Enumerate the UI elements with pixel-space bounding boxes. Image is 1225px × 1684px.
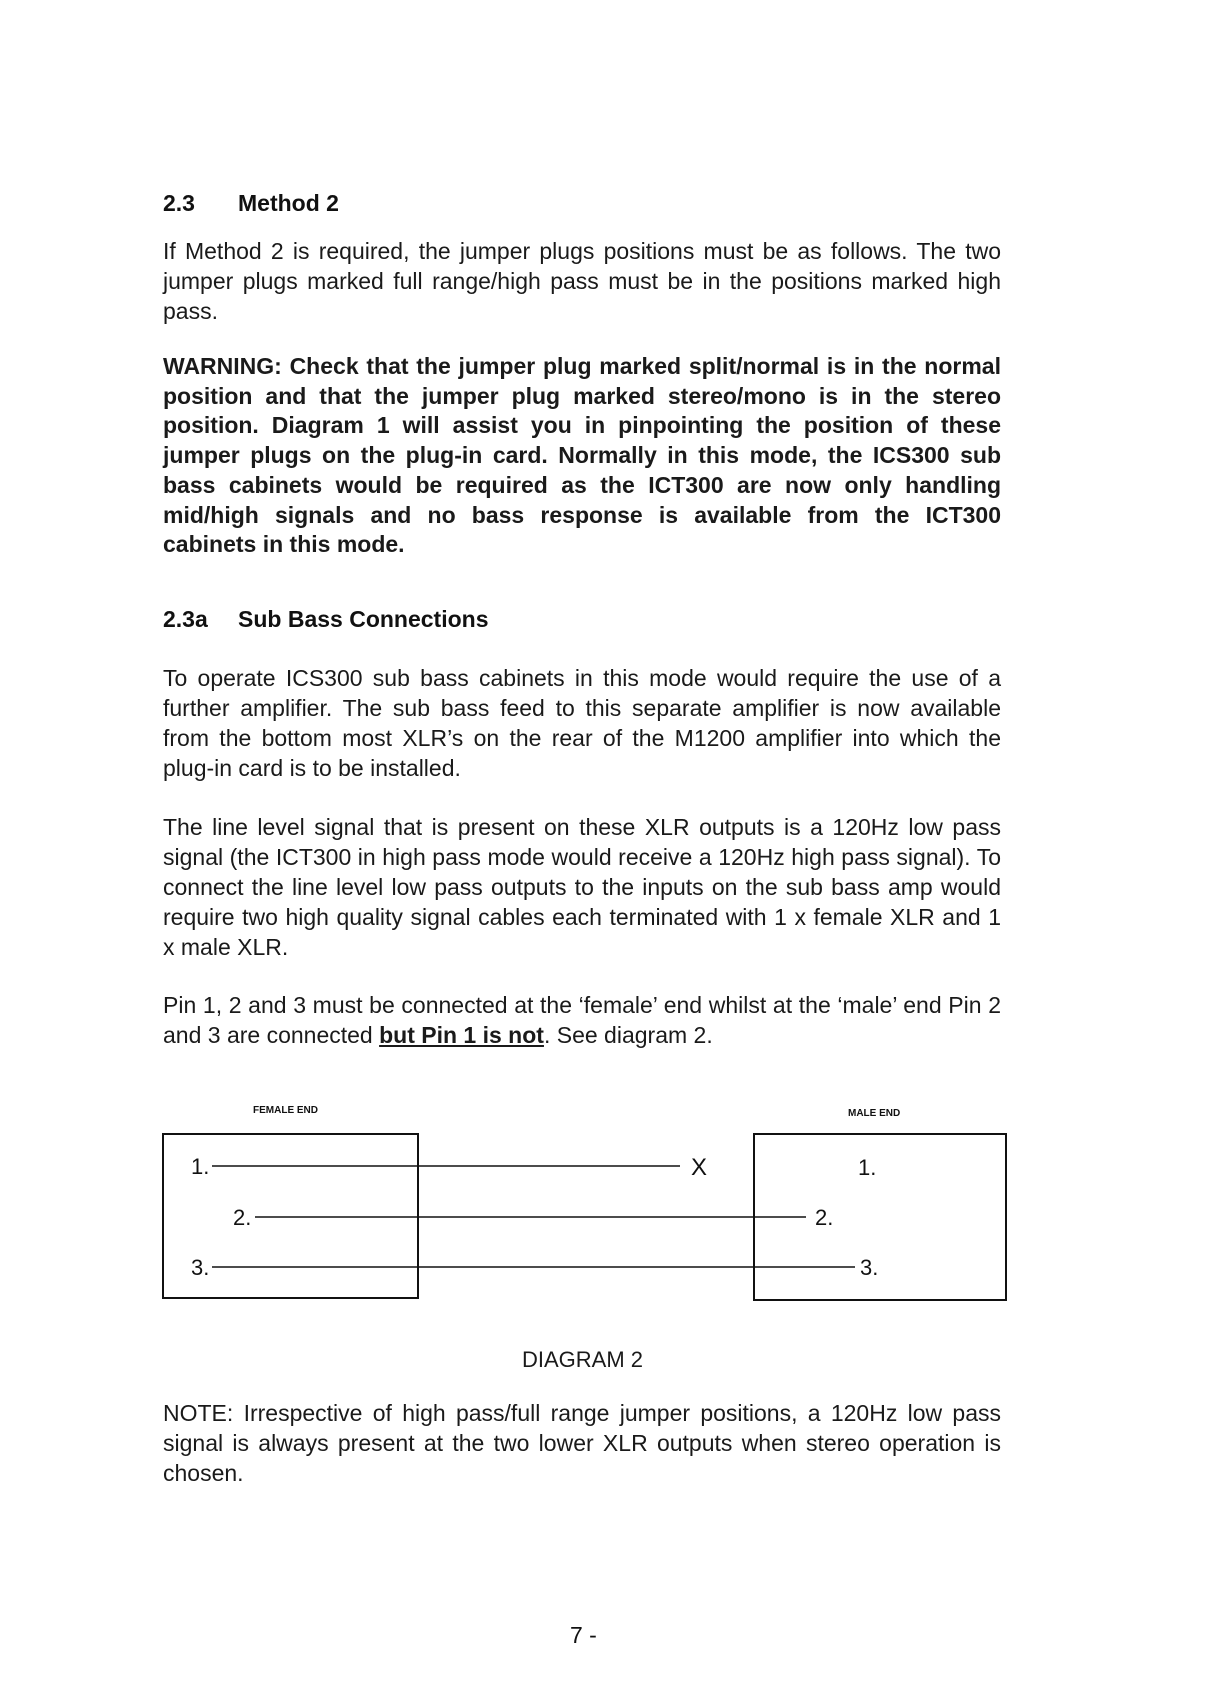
sub-bass-paragraph-1: To operate ICS300 sub bass cabinets in this mode would require the use of a further amplifier. The sub bass feed to this separate amplifier is now available from the bottom most XLR’s on the rear of the M1200 amplifier into which the plug-in card is to be installed. — [163, 665, 1001, 781]
xlr-wiring-diagram — [0, 1095, 1225, 1315]
section-title: Sub Bass Connections — [238, 606, 489, 632]
section-heading-2-3a — [163, 606, 488, 633]
section-title: Method 2 — [238, 190, 339, 216]
method-2-paragraph: If Method 2 is required, the jumper plugs positions must be as follows. The two jumper plugs marked full range/high pass must be in the positions marked high pass. — [163, 238, 1001, 324]
diagram-caption: DIAGRAM 2 — [522, 1347, 644, 1372]
male-pin-3-label: 3. — [860, 1255, 879, 1280]
warning-paragraph: WARNING: Check that the jumper plug marked split/normal is in the normal position and that the jumper plug marked stereo/mono is in the stereo position. Diagram 1 will assist you in pinpointing the position of these jumper plugs on the plug-in card. Normally in this mode, the ICS300 sub bass cabinets would be required as the ICT300 are now only handling mid/high signals and no bass response is available from the ICT300 cabinets in this mode. — [163, 353, 1001, 558]
female-pin-1-label: 1. — [191, 1154, 210, 1179]
female-end-label: FEMALE END — [253, 1105, 318, 1116]
section-number: 2.3a — [163, 606, 208, 632]
page-number: 7 - — [570, 1622, 597, 1648]
male-pin-1-label: 1. — [858, 1155, 877, 1180]
sub-bass-paragraph-2: The line level signal that is present on these XLR outputs is a 120Hz low pass signal (the ICT300 in high pass mode would receive a 120Hz high pass signal). To connect the line level low pass outputs to the inputs on the sub bass amp would require two high quality signal cables each terminated with 1 x female XLR and 1 x male XLR. — [163, 814, 1001, 960]
male-pin-2-label: 2. — [815, 1205, 834, 1230]
female-pin-3-label: 3. — [191, 1255, 210, 1280]
section-heading-2-3 — [163, 190, 339, 217]
pin-text-emphasis: but Pin 1 is not — [379, 1022, 544, 1048]
female-pin-2-label: 2. — [233, 1205, 252, 1230]
pin-text-end: . See diagram 2. — [543, 1022, 713, 1048]
section-number: 2.3 — [163, 190, 195, 216]
sub-bass-paragraph-3 — [163, 990, 1001, 1050]
pin-text-start: Pin 1, 2 and 3 must be connected at the ‘female’ end whilst at the ‘male’ end Pin 2 and 3 are connected — [163, 992, 1001, 1048]
male-end-label: MALE END — [848, 1108, 901, 1119]
pin-1-break-mark: X — [691, 1154, 708, 1181]
note-paragraph: NOTE: Irrespective of high pass/full range jumper positions, a 120Hz low pass signal is always present at the two lower XLR outputs when stereo operation is chosen. — [163, 1400, 1001, 1486]
